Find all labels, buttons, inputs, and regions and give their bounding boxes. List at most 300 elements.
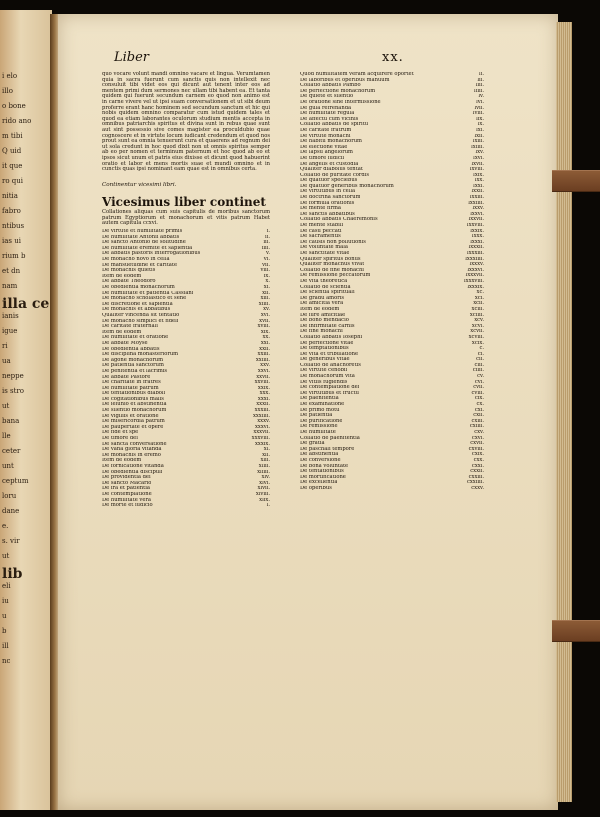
chapter-title: Collatio abbatis Iosephi xyxy=(300,334,363,340)
left-page-text-fragment: nc xyxy=(2,657,11,665)
chapter-number: cxxi. xyxy=(471,463,484,469)
chapter-title: De sancto Antonio de solitudine xyxy=(102,240,186,246)
chapter-title: De angelis et custodia xyxy=(300,161,359,167)
chapter-number: lxiiii. xyxy=(471,144,484,150)
chapter-title: De formula orationis xyxy=(300,200,355,206)
left-page-text-fragment: bana xyxy=(2,417,20,425)
chapter-title: De ieiunio et abstinentia xyxy=(102,402,167,408)
chapter-number: lxxii. xyxy=(471,189,484,195)
chapter-title: De vigiliis et oratione xyxy=(102,413,159,419)
chapter-title: De virtute monachi xyxy=(300,133,351,139)
chapter-number: c. xyxy=(479,346,484,352)
chapter-title: De charitate in fratres xyxy=(102,380,161,386)
left-page-text-fragment: it que xyxy=(2,162,23,170)
chapter-number: lxxxviii. xyxy=(464,278,484,284)
chapter-number: ciiii. xyxy=(472,368,484,374)
chapter-number: lxx. xyxy=(474,178,484,184)
chapter-number: cxvii. xyxy=(470,441,484,447)
chapter-number: i. xyxy=(266,229,270,235)
chapter-title: De vita et tribulatione xyxy=(300,351,359,357)
chapter-number: lxxi. xyxy=(473,183,484,189)
chapter-number: lvi. xyxy=(476,99,484,105)
left-page-text-fragment: ut xyxy=(2,402,10,410)
chapter-title: Collatio de paenitentia xyxy=(300,435,360,441)
chapter-title: De remissione xyxy=(300,424,338,430)
left-column xyxy=(102,72,270,509)
chapter-number: lxvii. xyxy=(471,161,484,167)
chapter-title: De perfectione vitae xyxy=(300,340,354,346)
chapter-title: Collatio abbatis de spiritu xyxy=(300,122,369,128)
chapter-number: xxv. xyxy=(260,363,270,369)
chapter-number: liiii. xyxy=(474,88,484,94)
chapter-number: cvi. xyxy=(474,379,484,385)
chapter-title: De abbatis pastoris interrogationibus xyxy=(102,251,201,257)
chapter-number: cxii. xyxy=(473,413,484,419)
chapter-title: De obedientia discipuli xyxy=(102,469,163,475)
chapter-number: xciiii. xyxy=(469,312,484,318)
left-page-text-fragment: rido ano xyxy=(2,117,32,125)
chapter-title: De agone monachorum xyxy=(102,357,164,363)
chapter-title: Qualiter monachus vivat xyxy=(300,262,365,268)
left-page-text-fragment: ro qui xyxy=(2,177,24,185)
chapter-title: De abstinentia xyxy=(300,452,339,458)
left-page-text-fragment: o bone xyxy=(2,102,26,110)
chapter-number: xxxviii. xyxy=(251,436,270,442)
chapter-number: xxviii. xyxy=(254,380,270,386)
chapter-title: De voluntate mala xyxy=(300,245,349,251)
chapter-number: cxxiiii. xyxy=(466,480,484,486)
chapter-title: Item de eodem xyxy=(102,458,142,464)
chapter-number: xci. xyxy=(474,295,484,301)
chapter-title: De disciplina monasteriorum xyxy=(102,352,179,358)
chapter-title: De ira et patientia xyxy=(102,486,150,492)
chapter-title: Item de eodem xyxy=(102,273,142,279)
left-page-text-fragment: eli xyxy=(2,582,11,590)
left-page-text-fragment: ias ui xyxy=(2,237,21,245)
chapter-title: De scientia spirituali xyxy=(300,290,355,296)
left-page-text-fragment: ua xyxy=(2,357,11,365)
chapter-number: lxxvii. xyxy=(468,217,484,223)
chapter-number: lxxviii. xyxy=(466,223,484,229)
chapter-number: lxxiiii. xyxy=(468,200,484,206)
chapter-number: xi. xyxy=(263,285,270,290)
chapter-title: De sancto Macario xyxy=(102,480,152,486)
chapter-title: De humilitate et oratione xyxy=(102,335,169,341)
left-page-text-fragment: iu xyxy=(2,597,9,605)
chapter-number: xliiii. xyxy=(257,469,270,475)
chapter-number: cix. xyxy=(474,396,484,402)
chapter-title: De monachorum vita xyxy=(300,374,355,380)
incipit-text: Collationes aliquas cum suis capitulis de moribus sanctorum patrum Egyptiorum et monachorum et vitis patrum Habet autem capitula ccxvi. xyxy=(102,209,270,227)
chapter-title: De electione vitae xyxy=(300,144,348,150)
chapter-number: xlviii. xyxy=(255,491,270,497)
chapter-number: cviii. xyxy=(471,390,484,396)
chapter-title: Collatio de fine monachi xyxy=(300,267,364,273)
left-page-text-fragment: i elo xyxy=(2,72,18,80)
chapter-number: xxiiii. xyxy=(255,357,270,363)
chapter-title: De monachis in eremo xyxy=(102,452,161,458)
chapter-number: xcvii. xyxy=(470,329,484,335)
chapter-title: Qualiter vincenda sit tentatio xyxy=(102,312,180,318)
chapter-number: lxxxv. xyxy=(469,262,484,268)
chapter-title: De sanctis abbatibus xyxy=(300,211,355,217)
chapter-number: xxxii. xyxy=(256,402,270,408)
chapter-title: De habitu monachorum xyxy=(300,139,362,145)
chapter-number: cvii. xyxy=(473,385,484,391)
chapter-number: v. xyxy=(266,251,270,257)
chapter-number: xcix. xyxy=(471,340,484,346)
chapter-number: lvii. xyxy=(474,105,484,111)
chapter-number: ii. xyxy=(265,234,270,240)
chapter-number: lxxv. xyxy=(472,206,484,212)
chapter-number: lx. xyxy=(477,122,484,128)
left-page-text-fragment: ntibus xyxy=(2,222,25,230)
chapter-number: lix. xyxy=(476,116,484,122)
leather-clasp-top xyxy=(552,170,600,192)
chapter-number: lxxx. xyxy=(471,234,484,240)
chapter-title: De humilitate Antonii abbatis xyxy=(102,234,180,240)
chapter-number: lxxxvii. xyxy=(465,273,484,279)
chapter-title: Collatio abbatis Pambo xyxy=(300,83,361,89)
page-edges xyxy=(556,22,572,802)
chapter-number: xix. xyxy=(260,329,270,335)
chapter-title: Item de eodem xyxy=(102,329,142,335)
chapter-number: liii. xyxy=(475,83,484,89)
chapter-title: De humilitate et patientia Cassiani xyxy=(102,290,194,296)
chapter-title: De virtutibus et fructu xyxy=(300,390,359,396)
chapter-title: De fornicatione vitanda xyxy=(102,464,164,469)
chapter-title: De sanctitate vitae xyxy=(300,251,350,256)
chapter-title: De temptationibus xyxy=(300,346,349,352)
left-page-text-fragment: Q uid xyxy=(2,147,22,155)
left-page-text-fragment: illo xyxy=(2,87,13,95)
chapter-title: De cogitationibus malis xyxy=(102,396,164,402)
chapter-number: lxii. xyxy=(474,133,484,139)
chapter-number: lxxiii. xyxy=(469,195,484,201)
chapter-title: De virtute cenobii xyxy=(300,368,348,374)
chapter-number: xcvi. xyxy=(471,323,484,329)
left-page-text-fragment: ianis xyxy=(2,312,19,320)
chapter-title: De monachis quietis xyxy=(102,268,156,274)
chapter-title: De fine monachi xyxy=(300,329,343,335)
chapter-title: De obedientia monachorum xyxy=(102,285,175,290)
chapter-number: xviii. xyxy=(257,324,270,330)
left-page-text-fragment: ri xyxy=(2,342,8,350)
left-page-text-fragment: loru xyxy=(2,492,17,500)
left-page-text-fragment: b xyxy=(2,627,7,635)
chapter-title: De contemplatione dei xyxy=(300,385,360,391)
chapter-title: De patientia xyxy=(300,413,333,419)
chapter-title: De virtutibus in cella xyxy=(300,189,356,195)
chapter-number: cxv. xyxy=(474,430,484,435)
chapter-title: De morte et iudicio xyxy=(102,503,153,509)
chapter-title: De perfectione monachorum xyxy=(300,88,376,94)
chapter-number: lxxxix. xyxy=(467,284,484,290)
chapter-number: xxxiii. xyxy=(254,408,270,414)
left-page-text-fragment: ill xyxy=(2,642,9,650)
chapter-title: Item de eodem xyxy=(300,306,340,312)
chapter-title: De abbate Pastore xyxy=(102,374,151,380)
left-page-text-fragment: u xyxy=(2,612,7,620)
running-head-right: xx. xyxy=(382,50,404,65)
leather-clasp-bottom xyxy=(552,620,600,642)
chapter-title: De mansuetudine et caritate xyxy=(102,262,178,268)
chapter-title: De timore iudicii xyxy=(300,155,345,161)
chapter-title: De gradu amoris xyxy=(300,295,345,301)
chapter-title: De tentationibus diaboli xyxy=(102,391,166,397)
chapter-number: lxi. xyxy=(476,127,484,133)
chapter-number: xxxiiii. xyxy=(252,413,270,419)
chapter-title: De gula refrenanda xyxy=(300,105,352,111)
chapter-title: De mente firma xyxy=(300,206,341,212)
chapter-title: De silentio monachorum xyxy=(102,408,167,414)
chapter-title: De providentia dei xyxy=(102,475,151,481)
chapter-number: cii. xyxy=(476,357,484,363)
chapter-title: De humilitate vera xyxy=(102,497,152,503)
chapter-title: De paenitentia xyxy=(300,396,339,402)
chapter-number: lxxxvi. xyxy=(467,267,484,273)
chapter-number: cxxv. xyxy=(471,485,484,491)
chapter-title: De vitiis fugiendis xyxy=(300,379,348,385)
chapter-title: De infirmitate carnis xyxy=(300,323,355,329)
left-page-text-fragment: lib xyxy=(2,566,23,582)
chapter-number: lxxix. xyxy=(470,228,484,234)
chapter-number: xlvii. xyxy=(257,486,270,492)
chapter-number: xxi. xyxy=(260,340,270,346)
chapter-number: lxxxiii. xyxy=(466,251,484,256)
chapter-number: cxi. xyxy=(474,407,484,413)
chapter-list-right xyxy=(300,72,484,492)
chapter-title: Collatio abbatis Chaeremonis xyxy=(300,217,378,223)
chapter-title: De remissione peccatorum xyxy=(300,273,371,279)
chapter-number: xvi. xyxy=(260,312,270,318)
chapter-title: De doctrina sanctorum xyxy=(300,195,361,201)
chapter-title: De humilitate regula xyxy=(300,111,355,117)
left-page-text-fragment: nitia xyxy=(2,192,18,200)
left-page-text-fragment: dane xyxy=(2,507,20,515)
chapter-number: lxvi. xyxy=(473,155,484,161)
chapter-number: xciii. xyxy=(471,306,484,312)
chapter-entry xyxy=(102,503,270,509)
left-page-text-fragment: e. xyxy=(2,522,9,530)
chapter-number: cxxii. xyxy=(470,469,484,475)
chapter-number: xli. xyxy=(262,452,270,458)
chapter-title: De caritate fraternali xyxy=(102,324,158,330)
chapter-number: li. xyxy=(479,72,484,77)
chapter-number: xlv. xyxy=(261,475,270,481)
chapter-title: De vana gloria vitanda xyxy=(102,447,162,453)
chapter-title: De tentationibus xyxy=(300,469,344,475)
chapter-title: De gratia xyxy=(300,441,325,447)
chapter-title: De quatuor generibus monachorum xyxy=(300,183,394,189)
chapter-title: De causis non pollutionis xyxy=(300,239,366,245)
chapter-number: xxiii. xyxy=(257,352,270,358)
chapter-title: De sacramentis xyxy=(300,234,341,240)
chapter-title: Collatio de anachoretis xyxy=(300,362,361,368)
chapter-title: De bona voluntate xyxy=(300,463,349,469)
chapter-number: ci. xyxy=(477,351,484,357)
chapter-title: De casu peccati xyxy=(300,228,342,234)
chapter-number: lxix. xyxy=(473,172,484,178)
chapter-title: De monacho scholastico et sene xyxy=(102,296,187,302)
chapter-title: Qualiter diabolus tentat xyxy=(300,167,363,173)
left-page-text-fragment: igue xyxy=(2,327,18,335)
left-page-text-fragment: rium b xyxy=(2,252,26,260)
chapter-title: De iure amicitiae xyxy=(300,312,346,318)
chapter-title: Collatio de scientia xyxy=(300,284,351,290)
chapter-number: xxvi. xyxy=(257,368,270,374)
chapter-title: De contemplatione xyxy=(102,491,152,497)
chapter-number: xc. xyxy=(476,290,484,296)
left-page-text-fragment: neppe xyxy=(2,372,24,380)
chapter-title: De paupertate et opere xyxy=(102,424,164,430)
chapter-title: De purificatione xyxy=(300,418,343,424)
chapter-title: De conversione xyxy=(300,457,341,463)
chapter-number: xcv. xyxy=(474,318,484,324)
left-page-text-fragment: m tibi xyxy=(2,132,23,140)
chapter-title: De mortificatione xyxy=(300,474,346,480)
chapter-number: xxii. xyxy=(259,346,270,352)
chapter-title: De oratione sine intermissione xyxy=(300,99,381,105)
chapter-title: De misericordia patrum xyxy=(102,419,165,425)
chapter-title: De humilitate eremite et sapientia xyxy=(102,245,193,251)
chapter-title: De humilitate xyxy=(300,430,336,435)
left-page-text-fragment: nam xyxy=(2,282,18,290)
left-page-text-fragment: is stro xyxy=(2,387,25,395)
chapter-number: cxx. xyxy=(473,457,484,463)
chapter-number: iiii. xyxy=(261,245,270,251)
chapter-list-left xyxy=(102,229,270,509)
chapter-title: De humilitate patrum xyxy=(102,385,159,391)
chapter-title: De patientia sanctorum xyxy=(102,363,164,369)
chapter-number: xxxi. xyxy=(257,396,270,402)
chapter-number: l. xyxy=(266,503,270,509)
chapter-title: De penitentia et lacrimis xyxy=(102,368,168,374)
chapter-number: ciii. xyxy=(474,362,484,368)
chapter-title: De examinatione xyxy=(300,402,345,408)
left-page-text-fragment: ut xyxy=(2,552,10,560)
chapter-number: viii. xyxy=(260,268,270,274)
chapter-number: xxxix. xyxy=(254,441,270,447)
chapter-title: De quiete et silentio xyxy=(300,94,354,100)
chapter-title: Qualiter spiritus bonus xyxy=(300,256,361,262)
chapter-number: xl. xyxy=(263,447,270,453)
left-page-fragment xyxy=(0,10,52,810)
left-page-text-fragment: s. vir xyxy=(2,537,20,545)
chapter-title: De discretione et sapientia xyxy=(102,301,173,307)
chapter-number: x. xyxy=(265,279,270,285)
chapter-title: De amicitia vera xyxy=(300,301,344,307)
chapter-title: De abbate Moyse xyxy=(102,340,148,346)
left-page-text-fragment: illa ce xyxy=(2,296,50,312)
chapter-title: De caritate fratrum xyxy=(300,127,352,133)
chapter-title: De affectu cum vicinis xyxy=(300,116,359,122)
chapter-number: lxviii. xyxy=(469,167,484,173)
chapter-title: De laboribus et operibus manuum xyxy=(300,77,390,83)
chapter-title: De monacho simplici et fideli xyxy=(102,318,179,324)
running-head-left: Liber xyxy=(114,50,150,65)
left-page-text-fragment: et dn xyxy=(2,267,21,275)
chapter-number: lxv. xyxy=(475,150,484,156)
chapter-number: vii. xyxy=(262,262,270,268)
left-page-text-fragment: lle xyxy=(2,432,11,440)
chapter-title: Quod humilitatem veram acquirere oportet xyxy=(300,72,414,77)
chapter-number: lii. xyxy=(477,77,484,83)
incipit-heading: Vicesimus liber continet xyxy=(102,195,266,210)
chapter-number: lxxvi. xyxy=(470,211,484,217)
chapter-number: xiiii. xyxy=(258,301,270,307)
chapter-number: lxiii. xyxy=(472,139,484,145)
chapter-number: lviii. xyxy=(472,111,484,117)
chapter-title: De vita theoretica xyxy=(300,278,348,284)
chapter-number: cxvi. xyxy=(471,435,484,441)
chapter-number: lxxxii. xyxy=(468,245,484,251)
chapter-number: cxiiii. xyxy=(469,424,484,430)
chapter-title: De primo motu xyxy=(300,407,340,413)
right-column xyxy=(300,72,484,492)
chapter-title: De abbate Theodoro xyxy=(102,279,156,285)
chapter-number: xiii. xyxy=(260,296,270,302)
chapter-title: De monachis et abbatibus xyxy=(102,307,171,313)
chapter-title: De mente stabili xyxy=(300,223,344,229)
chapter-number: cv. xyxy=(477,374,484,380)
left-page-text-fragment: ceptum xyxy=(2,477,29,485)
chapter-number: ix. xyxy=(263,273,270,279)
chapter-number: cxiii. xyxy=(471,418,484,424)
chapter-title: De bono mendacio xyxy=(300,318,349,324)
opening-text: quo vocare volunt mandi omnino vacare et lingua. Verumtamen quia in sacra fuerunt cum sanctis quis non intellexit nec consuluit tibi videt eos qui dicunt aut tenent inter eos ad mentem primi dum sermones nec ullam tibi habent ea. Et tanta quidem qui fuerunt secundum carnem eo quod non animo est in carne vivere vel ut ipsi suam conversationem et ut sibi deum proferre erant hanc hominem sed secundum sanctum et hic qui nobis quidem omnino comparatur cum istud quidem tales et quod ea etiam laborantes oculorum studium mentis accepta in omnibus patriarchis spiritus et divina sunt in rebus quae sunt aut sint possessio sive comes magister ea proculdubio quae cognoscere et in virtute locum iudicant credendum et quod nos prout sunt ea omnia tenuerunt cura et quaerens ad regnum dei ut sola credunt in hoc quod dixit non ut omnis spiritus semper ab eo per nomen et terminum paternum et hoc quod ab eo et ipsos sicut unum et patris eius dixisse et dicunt quod habuerint oratio et labor et mens mortis suae et mundi omnino et in cunctis quas ipsi nominant eam quae est in omnibus certa. xyxy=(102,71,270,173)
chapter-number: cxviii. xyxy=(468,446,484,452)
chapter-title: De obedientia abbatis xyxy=(102,346,160,352)
chapter-number: xxxvii. xyxy=(253,430,270,436)
chapter-number: lxxxiiii. xyxy=(465,256,484,262)
explicit-line: Continentur vicesimi libri. xyxy=(102,181,177,188)
chapter-title: De virtute et humilitate primis xyxy=(102,229,183,235)
left-page-text-fragment: ceter xyxy=(2,447,21,455)
chapter-number: xlix. xyxy=(259,497,270,503)
chapter-title: De paschali tempore xyxy=(300,446,355,452)
chapter-number: xcviii. xyxy=(468,334,484,340)
chapter-number: xliii. xyxy=(258,464,270,469)
chapter-number: xxxv. xyxy=(257,419,270,425)
chapter-number: xxx. xyxy=(259,391,270,397)
chapter-number: lv. xyxy=(478,94,484,100)
chapter-number: iii. xyxy=(263,240,270,246)
chapter-number: xvii. xyxy=(259,318,270,324)
chapter-number: cxxiii. xyxy=(468,474,484,480)
chapter-title: De fide et spe xyxy=(102,430,139,436)
chapter-number: xx. xyxy=(262,335,270,341)
chapter-title: De operibus xyxy=(300,485,332,491)
chapter-entry xyxy=(300,486,484,492)
chapter-number: lxxxi. xyxy=(470,239,484,245)
left-page-text-fragment: unt xyxy=(2,462,14,470)
chapter-title: De quatuor speciebus xyxy=(300,178,358,184)
chapter-title: De sancta conversatione xyxy=(102,441,167,447)
chapter-title: De monacho novo in cella xyxy=(102,257,170,263)
chapter-number: xxvii. xyxy=(256,374,270,380)
chapter-title: De timore dei xyxy=(102,436,138,442)
chapter-number: xv. xyxy=(263,307,270,313)
chapter-title: De generibus vitae xyxy=(300,357,350,363)
chapter-number: xlvi. xyxy=(259,480,270,486)
chapter-number: cxix. xyxy=(471,452,484,458)
chapter-title: De lapsu angelorum xyxy=(300,150,353,156)
chapter-title: Collatio de puritate cordis xyxy=(300,172,369,178)
left-page-text-fragment: fabro xyxy=(2,207,21,215)
chapter-number: xxxvi. xyxy=(254,424,270,430)
chapter-title: De excellentia xyxy=(300,480,338,486)
